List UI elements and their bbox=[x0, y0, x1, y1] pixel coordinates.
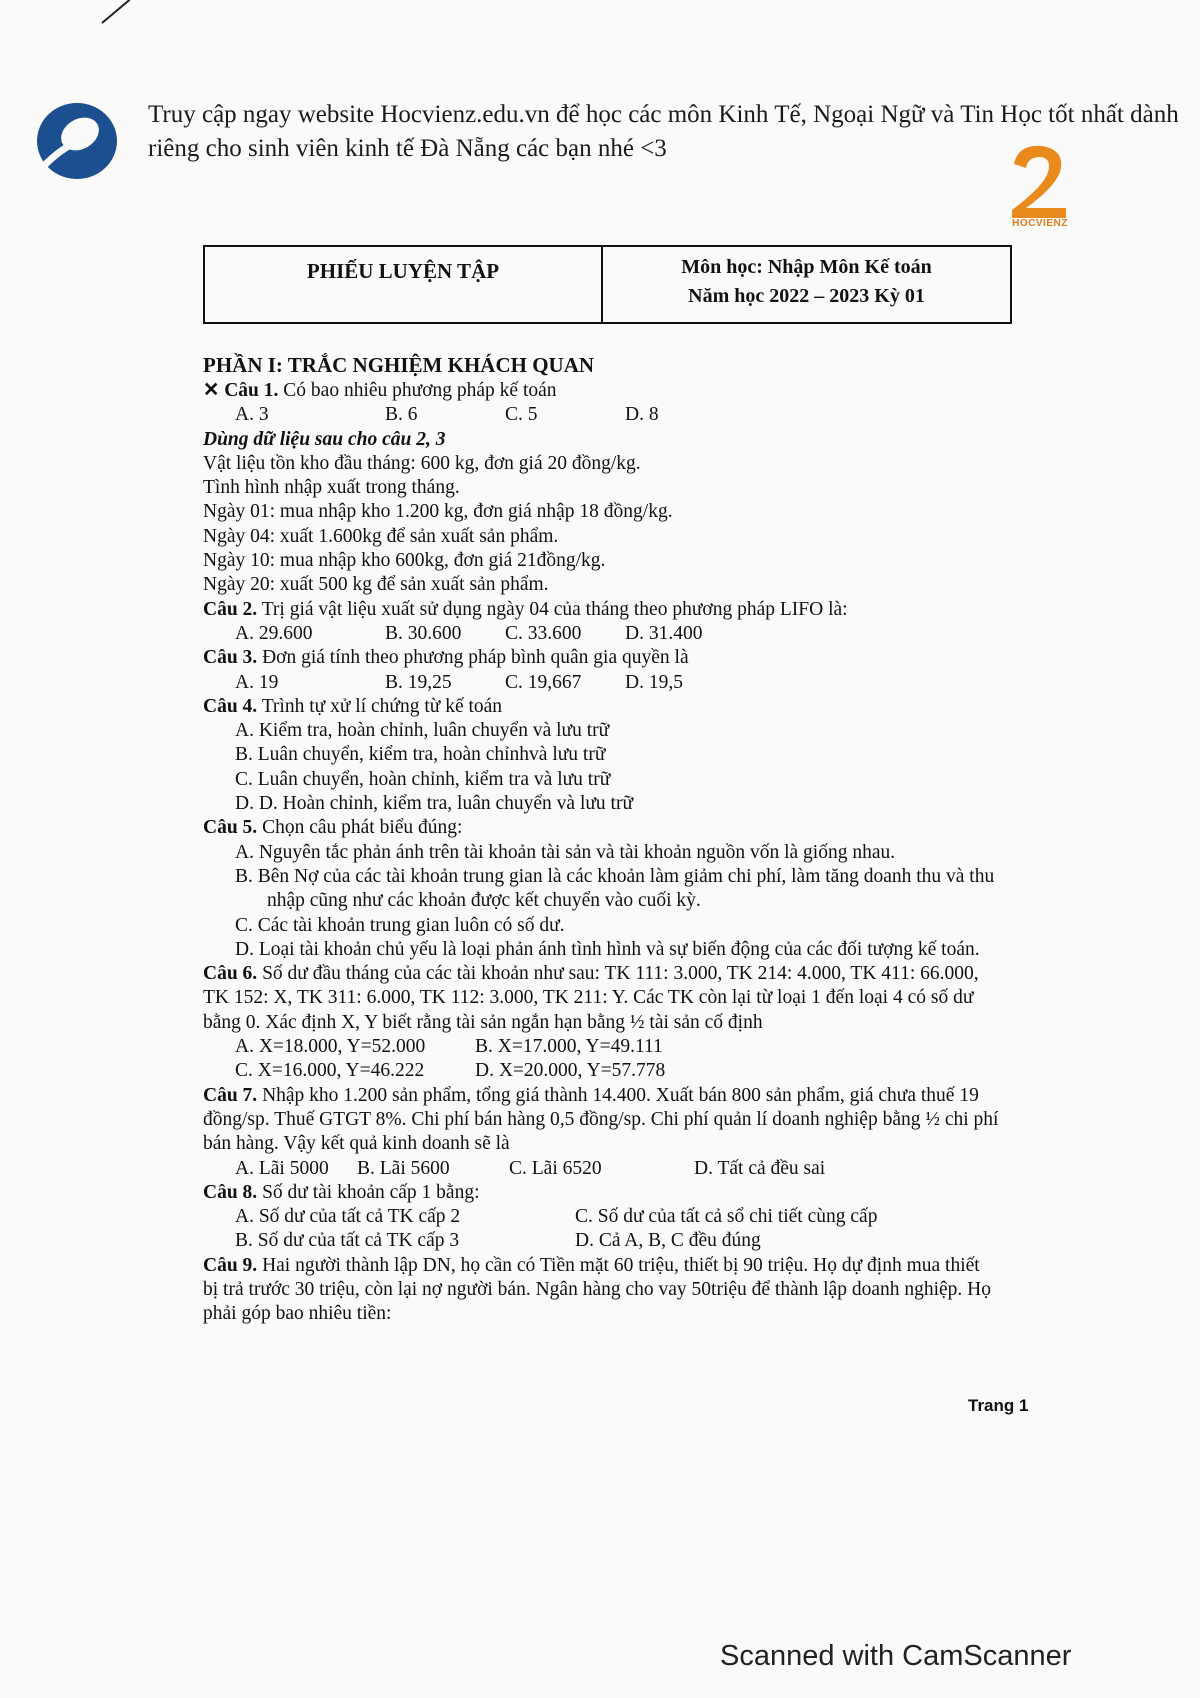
question-text: Có bao nhiêu phương pháp kế toán bbox=[278, 380, 557, 401]
question-label: Câu 9. bbox=[203, 1254, 258, 1276]
question-text: Hai người thành lập DN, họ cần có Tiền mặt 60 triệu, thiết bị 90 triệu. Họ dự định mua thiết bbox=[257, 1254, 980, 1276]
option-d: D. Cả A, B, C đều đúng bbox=[575, 1230, 761, 1252]
data-line: Ngày 20: xuất 500 kg để sản xuất sản phẩm. bbox=[203, 574, 549, 596]
worksheet-header bbox=[203, 245, 1012, 324]
question-8 bbox=[203, 1181, 1033, 1205]
cross-mark-icon: ✕ bbox=[203, 380, 220, 401]
question-text: Nhập kho 1.200 sản phẩm, tổng giá thành 14.400. Xuất bán 800 sản phẩm, giá chưa thuế 19 bbox=[257, 1084, 979, 1106]
question-text: Đơn giá tính theo phương pháp bình quân gia quyền là bbox=[257, 647, 689, 669]
brand-text: HOCVIENZ bbox=[1012, 218, 1068, 229]
question-label: Câu 6. bbox=[203, 963, 258, 985]
question-text: Số dư tài khoản cấp 1 bằng: bbox=[257, 1181, 480, 1203]
option-d: D. D. Hoàn chỉnh, kiểm tra, luân chuyển và lưu trữ bbox=[235, 793, 634, 815]
option-c: C. 19,667 bbox=[505, 671, 582, 693]
option-d: D. X=20.000, Y=57.778 bbox=[475, 1060, 666, 1082]
question-label: Câu 4. bbox=[203, 695, 258, 717]
camscanner-watermark: Scanned with CamScanner bbox=[720, 1640, 1072, 1672]
option-a: A. 3 bbox=[235, 404, 269, 426]
option-c: C. Số dư của tất cả sổ chi tiết cùng cấp bbox=[575, 1206, 878, 1228]
data-intro: Dùng dữ liệu sau cho câu 2, 3 bbox=[203, 428, 446, 450]
question-7 bbox=[203, 1084, 1033, 1108]
data-line: Tình hình nhập xuất trong tháng. bbox=[203, 477, 460, 499]
option-d: D. Loại tài khoản chủ yếu là loại phản ánh tình hình và sự biến động của các đối tượng kế toán. bbox=[235, 938, 980, 960]
question-6-options bbox=[203, 1035, 1033, 1084]
number-2-logo-icon bbox=[1004, 142, 1076, 220]
option-c: C. X=16.000, Y=46.222 bbox=[235, 1060, 425, 1082]
question-text-line: đồng/sp. Thuế GTGT 8%. Chi phí bán hàng 0,5 đồng/sp. Chi phí quản lí doanh nghiệp bằng ½ chi phí bbox=[203, 1108, 999, 1130]
question-text: Số dư đầu tháng của các tài khoản như sau: TK 111: 3.000, TK 214: 4.000, TK 411: 66.000, bbox=[257, 963, 979, 985]
option-b: B. X=17.000, Y=49.111 bbox=[475, 1036, 663, 1058]
question-label: Câu 7. bbox=[203, 1084, 258, 1106]
question-text-line: TK 152: X, TK 311: 6.000, TK 112: 3.000, TK 211: Y. Các TK còn lại từ loại 1 đến loại 4 có số dư bbox=[203, 987, 974, 1009]
course-info bbox=[603, 247, 1010, 322]
question-label: Câu 8. bbox=[203, 1181, 258, 1203]
option-a: A. Nguyên tắc phản ánh trên tài khoản tài sản và tài khoản nguồn vốn là giống nhau. bbox=[235, 841, 896, 863]
hocvienz-2-logo bbox=[1004, 142, 1076, 238]
question-label: Câu 5. bbox=[203, 817, 258, 839]
question-2-options bbox=[203, 622, 1033, 646]
hocvienz-logo-icon bbox=[32, 96, 122, 182]
option-c: C. Lãi 6520 bbox=[509, 1157, 602, 1179]
question-text-line: bằng 0. Xác định X, Y biết rằng tài sản ngắn hạn bằng ½ tài sản cố định bbox=[203, 1011, 763, 1033]
data-line: Ngày 01: mua nhập kho 1.200 kg, đơn giá nhập 18 đồng/kg. bbox=[203, 501, 673, 523]
option-b: B. Lãi 5600 bbox=[357, 1157, 450, 1179]
data-line: Ngày 04: xuất 1.600kg để sản xuất sản phẩm. bbox=[203, 525, 559, 547]
option-a: A. 29.600 bbox=[235, 622, 313, 644]
option-d: D. Tất cả đều sai bbox=[694, 1157, 826, 1179]
questions-content bbox=[203, 352, 1033, 1327]
option-c: C. Các tài khoản trung gian luôn có số dư. bbox=[235, 914, 565, 936]
section-title: PHẦN I: TRẮC NGHIỆM KHÁCH QUAN bbox=[203, 353, 595, 377]
question-4 bbox=[203, 695, 1033, 719]
option-d: D. 31.400 bbox=[625, 622, 703, 644]
question-1 bbox=[203, 379, 1033, 403]
question-7-options bbox=[203, 1157, 1033, 1181]
page-number: Trang 1 bbox=[968, 1396, 1029, 1415]
option-c: C. 33.600 bbox=[505, 622, 582, 644]
option-b: B. 19,25 bbox=[385, 671, 452, 693]
question-text: Trình tự xử lí chứng từ kế toán bbox=[257, 695, 503, 717]
question-text: Trị giá vật liệu xuất sử dụng ngày 04 của tháng theo phương pháp LIFO là: bbox=[257, 598, 848, 620]
option-b: B. 30.600 bbox=[385, 622, 462, 644]
pen-mark bbox=[101, 0, 130, 24]
question-3-options bbox=[203, 671, 1033, 695]
option-a: A. 19 bbox=[235, 671, 279, 693]
question-label: Câu 1. bbox=[224, 380, 279, 401]
question-6 bbox=[203, 962, 1033, 986]
option-c: C. Luân chuyển, hoàn chỉnh, kiểm tra và lưu trữ bbox=[235, 768, 611, 790]
option-b: B. Bên Nợ của các tài khoản trung gian là các khoản làm giảm chi phí, làm tăng doanh thu và thu bbox=[235, 865, 995, 887]
data-line: Vật liệu tồn kho đầu tháng: 600 kg, đơn giá 20 đồng/kg. bbox=[203, 452, 641, 474]
option-b: B. 6 bbox=[385, 404, 418, 426]
question-label: Câu 2. bbox=[203, 598, 258, 620]
data-line: Ngày 10: mua nhập kho 600kg, đơn giá 21đồng/kg. bbox=[203, 550, 606, 572]
option-a: A. X=18.000, Y=52.000 bbox=[235, 1036, 426, 1058]
question-text-line: bị trả trước 30 triệu, còn lại nợ người bán. Ngân hàng cho vay 50triệu để thành lập doanh nghiệp. Họ bbox=[203, 1278, 991, 1300]
question-5 bbox=[203, 816, 1033, 840]
option-b: B. Luân chuyển, kiểm tra, hoàn chỉnhvà lưu trữ bbox=[235, 744, 606, 766]
option-d: D. 19,5 bbox=[625, 671, 683, 693]
question-label: Câu 3. bbox=[203, 647, 258, 669]
question-3 bbox=[203, 646, 1033, 670]
option-c: C. 5 bbox=[505, 404, 538, 426]
question-text: Chọn câu phát biểu đúng: bbox=[257, 817, 463, 839]
option-b: B. Số dư của tất cả TK cấp 3 bbox=[235, 1230, 460, 1252]
option-b-continued: nhập cũng như các khoản được kết chuyển vào cuối kỳ. bbox=[267, 890, 701, 912]
question-text-line: phải góp bao nhiêu tiền: bbox=[203, 1303, 392, 1325]
worksheet-title: PHIẾU LUYỆN TẬP bbox=[205, 247, 603, 322]
question-2 bbox=[203, 598, 1033, 622]
question-8-options bbox=[203, 1205, 1033, 1254]
promo-banner: Truy cập ngay website Hocvienz.edu.vn để học các môn Kinh Tế, Ngoại Ngữ và Tin Học tốt nhất dành riêng cho sinh viên kinh tế Đà Nẵng các bạn nhé <3 bbox=[148, 101, 1179, 162]
question-text-line: bán hàng. Vậy kết quả kinh doanh sẽ là bbox=[203, 1133, 510, 1155]
option-d: D. 8 bbox=[625, 404, 659, 426]
option-a: A. Lãi 5000 bbox=[235, 1157, 329, 1179]
option-a: A. Kiểm tra, hoàn chỉnh, luân chuyển và lưu trữ bbox=[235, 720, 610, 742]
school-year: Năm học 2022 – 2023 Kỳ 01 bbox=[688, 285, 925, 307]
question-9 bbox=[203, 1254, 1033, 1278]
question-1-options bbox=[203, 403, 1033, 427]
course-name: Môn học: Nhập Môn Kế toán bbox=[681, 256, 932, 278]
option-a: A. Số dư của tất cả TK cấp 2 bbox=[235, 1206, 461, 1228]
